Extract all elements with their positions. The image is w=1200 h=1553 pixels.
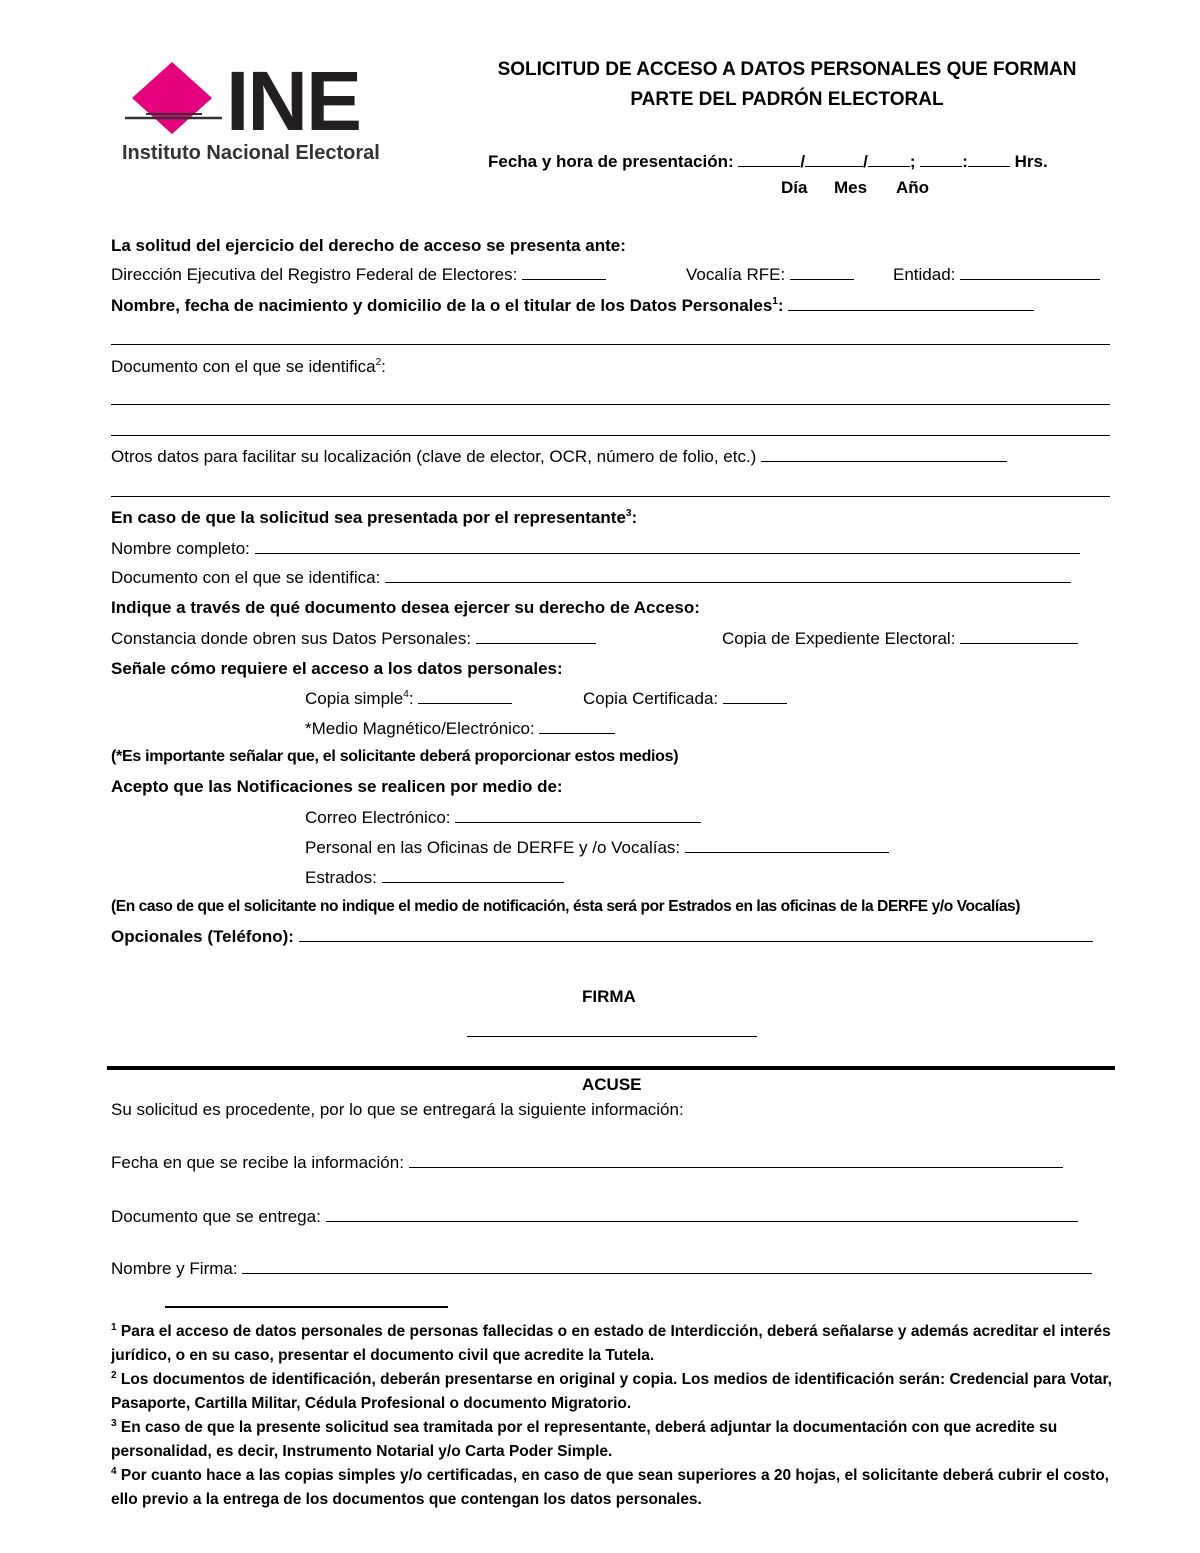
- indique-heading: Indique a través de qué documento desea ejercer su derecho de Acceso:: [111, 598, 700, 617]
- copia-simple-field[interactable]: [418, 688, 512, 704]
- documento-line1[interactable]: [111, 404, 1110, 405]
- hrs-label: Hrs.: [1014, 152, 1048, 171]
- estrados-row: [305, 867, 564, 889]
- footnote-4-text: Por cuanto hace a las copias simples y/o certificadas, en caso de que sean superiores a 20 hojas, el solicitante deberá cubrir el costo, ello previo a la entrega de los documentos que contengan los datos personales.: [111, 1467, 1109, 1508]
- otros-line2[interactable]: [111, 496, 1110, 497]
- direccion-label: Dirección Ejecutiva del Registro Federal de Electores:: [111, 265, 518, 284]
- firma-line[interactable]: [467, 1036, 757, 1037]
- acuse-separator: [107, 1066, 1115, 1070]
- nombre-completo-row: [111, 538, 1080, 560]
- constancia-label: Constancia donde obren sus Datos Personales:: [111, 629, 472, 648]
- ine-subtitle: Instituto Nacional Electoral: [122, 142, 380, 164]
- personal-field[interactable]: [685, 837, 889, 853]
- nombre-completo-label: Nombre completo:: [111, 539, 250, 558]
- estrados-label: Estrados:: [305, 868, 377, 887]
- otros-label: Otros datos para facilitar su localización (clave de elector, OCR, número de folio, etc.): [111, 447, 757, 466]
- footnote-1-num: 1: [111, 1322, 117, 1333]
- nombre-completo-field[interactable]: [255, 538, 1080, 554]
- medio-field[interactable]: [539, 718, 615, 734]
- firma-label: FIRMA: [582, 987, 636, 1006]
- representante-heading: En caso de que la solicitud sea presentada por el representante$^3$:: [111, 508, 638, 527]
- form-title-line1: SOLICITUD DE ACCESO A DATOS PERSONALES QUE FORMAN: [497, 59, 1077, 80]
- nombre-titular-row: Nombre, fecha de nacimiento y domicilio de la o el titular de los Datos Personales$^1$:: [111, 295, 1034, 317]
- footnote-4: [111, 1464, 1113, 1512]
- nota-estrados: (En caso de que el solicitante no indique el medio de notificación, ésta será por Estrados en las oficinas de la DERFE y/o Vocalías): [111, 898, 1021, 915]
- personal-row: [305, 837, 889, 859]
- minuto-field[interactable]: [968, 151, 1010, 167]
- ine-wordmark: INE: [226, 54, 361, 148]
- fecha-anio-field[interactable]: [868, 151, 910, 167]
- footnote-separator: [165, 1306, 448, 1308]
- footnote-1: [111, 1320, 1113, 1368]
- documento-entrega-row: [111, 1206, 1078, 1228]
- fecha-mes-field[interactable]: [805, 151, 863, 167]
- copia-certificada-field[interactable]: [723, 688, 787, 704]
- copia-expediente-label: Copia de Expediente Electoral:: [722, 629, 956, 648]
- representante-label: En caso de que la solicitud sea presentada por el representante: [111, 508, 626, 527]
- documento-row: Documento con el que se identifica$^2$:: [111, 357, 386, 376]
- nombre-firma-field[interactable]: [242, 1258, 1092, 1274]
- medio-label: *Medio Magnético/Electrónico:: [305, 719, 535, 738]
- direccion-field[interactable]: [522, 264, 606, 280]
- footnote-ref-2: 2: [375, 357, 382, 368]
- fecha-dia-field[interactable]: [738, 151, 800, 167]
- copia-expediente-row: [722, 628, 1078, 650]
- footnote-2: [111, 1368, 1113, 1416]
- acuse-title: ACUSE: [582, 1075, 642, 1094]
- documento-line2[interactable]: [111, 435, 1110, 436]
- medio-row: [305, 718, 615, 740]
- mes-label: Mes: [834, 178, 868, 197]
- footnote-1-text: Para el acceso de datos personales de personas fallecidas o en estado de Interdicción, deberá señalarse y además acreditar el interés jurídico, o en su caso, presentar el documento civil que acredite la Tutela.: [111, 1323, 1111, 1364]
- copia-simple-row: Copia simple$^4$:: [305, 688, 512, 710]
- fecha-hora-row: Fecha y hora de presentación: / / ; : Hrs.: [488, 152, 1048, 171]
- copia-certificada-row: [583, 688, 787, 710]
- fecha-hora-label: Fecha y hora de presentación:: [488, 152, 734, 171]
- footnote-2-num: 2: [111, 1370, 117, 1381]
- acuse-procedente: Su solicitud es procedente, por lo que se entregará la siguiente información:: [111, 1100, 684, 1119]
- constancia-row: [111, 628, 596, 650]
- entidad-field[interactable]: [960, 264, 1100, 280]
- copia-expediente-field[interactable]: [960, 628, 1078, 644]
- vocalia-field[interactable]: [790, 264, 854, 280]
- senale-heading: Señale cómo requiere el acceso a los datos personales:: [111, 659, 563, 678]
- footnote-3-num: 3: [111, 1418, 117, 1429]
- direccion-row: [111, 264, 606, 286]
- nombre-firma-row: [111, 1258, 1092, 1280]
- fecha-recibe-label: Fecha en que se recibe la información:: [111, 1153, 404, 1172]
- dia-label: Día: [781, 178, 808, 197]
- vocalia-row: [686, 264, 854, 286]
- documento-rep-row: [111, 567, 1071, 589]
- footnote-ref-3: 3: [625, 508, 632, 519]
- opcionales-row: [111, 926, 1093, 948]
- correo-row: [305, 807, 701, 829]
- otros-field[interactable]: [761, 446, 1007, 462]
- vocalia-label: Vocalía RFE:: [686, 265, 786, 284]
- constancia-field[interactable]: [476, 628, 596, 644]
- footnote-4-num: 4: [111, 1466, 117, 1477]
- nombre-titular-line2[interactable]: [111, 344, 1110, 345]
- footnote-ref-4: 4: [403, 689, 409, 700]
- hora-field[interactable]: [920, 151, 962, 167]
- fecha-recibe-row: [111, 1152, 1063, 1174]
- entidad-label: Entidad:: [893, 265, 956, 284]
- opcionales-label: Opcionales (Teléfono):: [111, 927, 294, 946]
- otros-row: [111, 446, 1007, 468]
- telefono-field[interactable]: [299, 926, 1093, 942]
- correo-label: Correo Electrónico:: [305, 808, 451, 827]
- documento-entrega-label: Documento que se entrega:: [111, 1207, 321, 1226]
- form-title-line2: PARTE DEL PADRÓN ELECTORAL: [630, 89, 944, 110]
- documento-entrega-field[interactable]: [326, 1206, 1078, 1222]
- footnote-ref-1: 1: [772, 296, 778, 307]
- nombre-titular-label: Nombre, fecha de nacimiento y domicilio de la o el titular de los Datos Personales: [111, 296, 773, 315]
- footnote-2-text: Los documentos de identificación, deberán presentarse en original y copia. Los medios de identificación serán: Credencial para Votar, Pasaporte, Cartilla Militar, Cédula Profesional o documento Migratorio.: [111, 1371, 1112, 1412]
- estrados-field[interactable]: [382, 867, 564, 883]
- documento-rep-field[interactable]: [385, 567, 1071, 583]
- nombre-firma-label: Nombre y Firma:: [111, 1259, 238, 1278]
- correo-field[interactable]: [455, 807, 701, 823]
- documento-rep-label: Documento con el que se identifica:: [111, 568, 381, 587]
- anio-label: Año: [896, 178, 930, 197]
- fecha-recibe-field[interactable]: [409, 1152, 1063, 1168]
- ante-heading: La solitud del ejercicio del derecho de acceso se presenta ante:: [111, 236, 626, 255]
- footnote-3-text: En caso de que la presente solicitud sea tramitada por el representante, deberá adjuntar la documentación con que acredite su personalidad, es decir, Instrumento Notarial y/o Carta Poder Simple.: [111, 1419, 1058, 1460]
- footnote-3: [111, 1416, 1113, 1464]
- nota-medios: (*Es importante señalar que, el solicitante deberá proporcionar estos medios): [111, 748, 679, 765]
- copia-certificada-label: Copia Certificada:: [583, 689, 719, 708]
- nombre-titular-field[interactable]: [788, 295, 1034, 311]
- entidad-row: [893, 264, 1100, 286]
- documento-label: Documento con el que se identifica: [111, 357, 376, 376]
- copia-simple-label: Copia simple: [305, 689, 404, 708]
- acepto-heading: Acepto que las Notificaciones se realicen por medio de:: [111, 777, 563, 796]
- personal-label: Personal en las Oficinas de DERFE y /o Vocalías:: [305, 838, 681, 857]
